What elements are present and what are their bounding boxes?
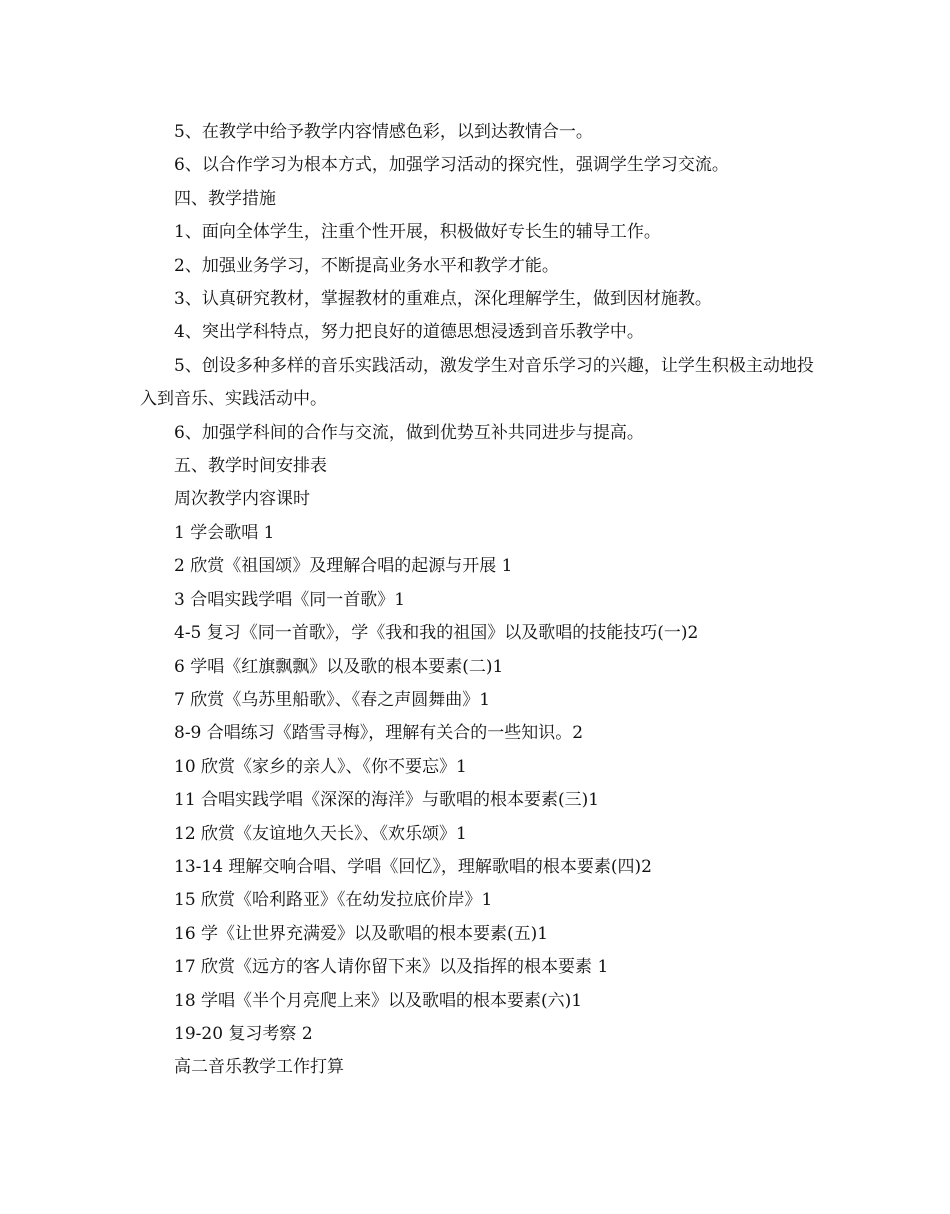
schedule-row: 19-20 复习考察 2	[174, 1023, 313, 1044]
schedule-row: 16 学《让世界充满爱》以及歌唱的根本要素(五)1	[174, 923, 549, 944]
paragraph-measure-4: 4、突出学科特点，努力把良好的道德思想浸透到音乐教学中。	[174, 322, 644, 343]
schedule-row: 17 欣赏《远方的客人请你留下来》以及指挥的根本要素 1	[174, 957, 609, 978]
schedule-row: 4-5 复习《同一首歌》，学《我和我的祖国》以及歌唱的技能技巧(一)2	[174, 623, 699, 644]
schedule-row: 10 欣赏《家乡的亲人》、《你不要忘》1	[174, 756, 467, 777]
paragraph-measure-5: 5、创设多种多样的音乐实践活动，激发学生对音乐学习的兴趣，让学生积极主动地投入到音乐、实践活动中。	[140, 355, 814, 410]
paragraph-goal-5: 5、在教学中给予教学内容情感色彩，以到达教情合一。	[174, 122, 593, 142]
next-document-title: 高二音乐教学工作打算	[174, 1057, 344, 1078]
paragraph-measure-2: 2、加强业务学习，不断提高业务水平和教学才能。	[174, 255, 559, 276]
schedule-row: 12 欣赏《友谊地久天长》、《欢乐颂》1	[174, 823, 467, 844]
paragraph-goal-6: 6、以合作学习为根本方式，加强学习活动的探究性，强调学生学习交流。	[174, 155, 729, 176]
paragraph-measure-6: 6、加强学科间的合作与交流，做到优势互补共同进步与提高。	[174, 422, 644, 443]
section-heading-schedule: 五、教学时间安排表	[174, 456, 327, 477]
section-heading-measures: 四、教学措施	[174, 188, 276, 209]
schedule-header: 周次教学内容课时	[174, 489, 310, 510]
schedule-row: 6 学唱《红旗飘飘》以及歌的根本要素(二)1	[174, 656, 504, 677]
paragraph-measure-3: 3、认真研究教材，掌握教材的重难点，深化理解学生，做到因材施教。	[174, 289, 712, 310]
schedule-row: 13-14 理解交响合唱、学唱《回忆》，理解歌唱的根本要素(四)2	[174, 856, 652, 877]
schedule-row: 3 合唱实践学唱《同一首歌》1	[174, 589, 406, 610]
paragraph-measure-1: 1、面向全体学生，注重个性开展，积极做好专长生的辅导工作。	[174, 222, 661, 243]
schedule-row: 7 欣赏《乌苏里船歌》、《春之声圆舞曲》1	[174, 689, 491, 710]
schedule-row: 18 学唱《半个月亮爬上来》以及歌唱的根本要素(六)1	[174, 990, 583, 1011]
schedule-row: 8-9 合唱练习《踏雪寻梅》，理解有关合的一些知识。2	[174, 723, 584, 744]
schedule-row: 1 学会歌唱 1	[174, 522, 275, 543]
document-body	[140, 116, 820, 1085]
schedule-row: 11 合唱实践学唱《深深的海洋》与歌唱的根本要素(三)1	[174, 790, 600, 811]
schedule-row: 15 欣赏《哈利路亚》《在幼发拉底价岸》1	[174, 890, 493, 911]
schedule-row: 2 欣赏《祖国颂》及理解合唱的起源与开展 1	[174, 556, 513, 577]
